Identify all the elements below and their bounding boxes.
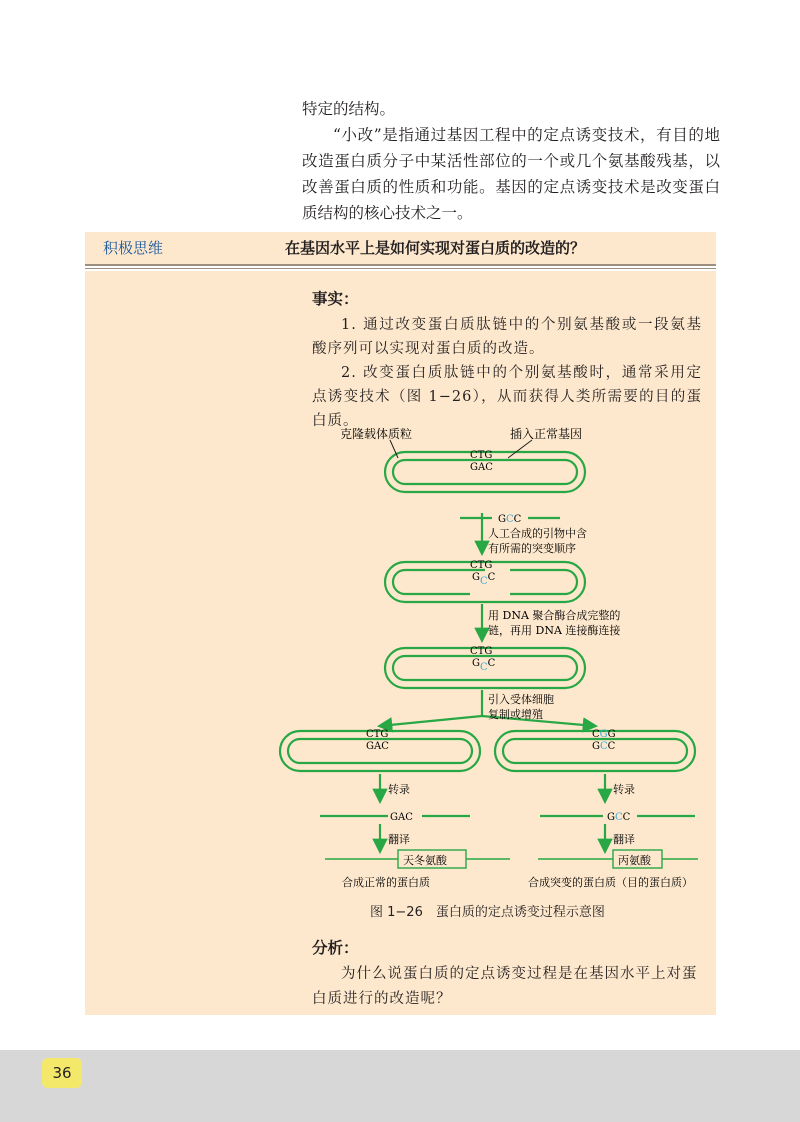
analysis-section xyxy=(312,935,702,1012)
divider xyxy=(85,268,716,269)
seq-gcc-3 xyxy=(472,658,496,673)
intro-line: 特定的结构。 xyxy=(302,100,396,118)
primer-seq xyxy=(498,514,522,525)
primer-g: G xyxy=(498,514,506,525)
seq-ctg-3: CTG xyxy=(470,646,493,657)
transcribe-right: 转录 xyxy=(613,783,635,796)
intro-text xyxy=(302,96,720,226)
facts-section xyxy=(312,287,702,433)
gcc-c-2: C xyxy=(487,572,496,583)
translate-left: 翻译 xyxy=(388,833,410,846)
seq-gac-1: GAC xyxy=(470,462,493,473)
figure-caption: 图 1−26 蛋白质的定点诱变过程示意图 xyxy=(370,905,605,920)
label-insert: 插入正常基因 xyxy=(510,427,583,441)
thinking-header xyxy=(85,232,716,266)
seq-gac-left: GAC xyxy=(366,741,389,752)
label-vector: 克隆载体质粒 xyxy=(340,427,413,441)
aa-mutant: 丙氨酸 xyxy=(618,854,651,867)
mrna-left: GAC xyxy=(390,812,413,823)
gcc-c-mut-3: C xyxy=(480,662,488,673)
fact-item-1: 1. 通过改变蛋白质肽链中的个别氨基酸或一段氨基酸序列可以实现对蛋白质的改造。 xyxy=(312,317,702,357)
mutagenesis-diagram xyxy=(270,418,710,898)
cgg-c: C xyxy=(592,729,600,740)
step2-text-2: 链，再用 DNA 连接酶连接 xyxy=(488,624,621,637)
aa-normal: 天冬氨酸 xyxy=(403,854,447,867)
fact-item-2: 2. 改变蛋白质肽链中的个别氨基酸时，通常采用定点诱变技术（图 1−26），从而获得人类所需要的目的蛋白质。 xyxy=(312,365,702,429)
seq-ctg-1: CTG xyxy=(470,450,493,461)
thinking-question: 在基因水平上是如何实现对蛋白质的改造的？ xyxy=(285,239,586,257)
primer-text-1: 人工合成的引物中含 xyxy=(488,527,587,540)
mrna-c-mut-right: C xyxy=(615,812,623,823)
step3-text-2: 复制或增殖 xyxy=(488,708,543,721)
step2-text-1: 用 DNA 聚合酶合成完整的 xyxy=(488,609,621,622)
gcc-g-2: G xyxy=(472,572,480,583)
seq-gcc-2 xyxy=(472,572,496,587)
primer-c: C xyxy=(513,514,522,525)
page-number: 36 xyxy=(42,1058,82,1088)
gcc-c-3: C xyxy=(487,658,496,669)
primer-text-2: 有所需的突变顺序 xyxy=(488,542,576,555)
result-mutant: 合成突变的蛋白质（目的蛋白质） xyxy=(528,876,693,889)
gcc-g-right: G xyxy=(592,741,600,752)
page-footer xyxy=(0,1050,800,1122)
analysis-title: 分析： xyxy=(312,938,359,957)
gcc-c-mut-right: C xyxy=(600,741,608,752)
gcc-c-right: C xyxy=(607,741,616,752)
translate-right: 翻译 xyxy=(613,833,635,846)
seq-cgg-right xyxy=(592,729,616,740)
seq-gcc-right xyxy=(592,741,616,752)
gcc-c-mut-2: C xyxy=(480,576,488,587)
step3-text-1: 引入受体细胞 xyxy=(488,693,554,706)
primer-c-mut: C xyxy=(506,514,514,525)
analysis-text: 为什么说蛋白质的定点诱变过程是在基因水平上对蛋白质进行的改造呢？ xyxy=(312,966,698,1007)
cgg-g: G xyxy=(607,729,616,740)
intro-paragraph: “小改”是指通过基因工程中的定点诱变技术，有目的地改造蛋白质分子中某活性部位的一个或几个氨基酸残基，以改善蛋白质的性质和功能。基因的定点诱变技术是改变蛋白质结构的核心技术之一。 xyxy=(302,126,720,222)
mrna-right xyxy=(607,812,631,823)
seq-ctg-2: CTG xyxy=(470,560,493,571)
partial-strand-right xyxy=(510,570,577,594)
cgg-g-mut: G xyxy=(599,729,608,740)
seq-ctg-left: CTG xyxy=(366,729,389,740)
mrna-c-right: C xyxy=(622,812,631,823)
gcc-g-3: G xyxy=(472,658,480,669)
thinking-label: 积极思维 xyxy=(103,239,164,257)
facts-title: 事实： xyxy=(312,289,359,308)
result-normal: 合成正常的蛋白质 xyxy=(342,876,430,889)
transcribe-left: 转录 xyxy=(388,783,410,796)
mrna-g-right: G xyxy=(607,812,615,823)
